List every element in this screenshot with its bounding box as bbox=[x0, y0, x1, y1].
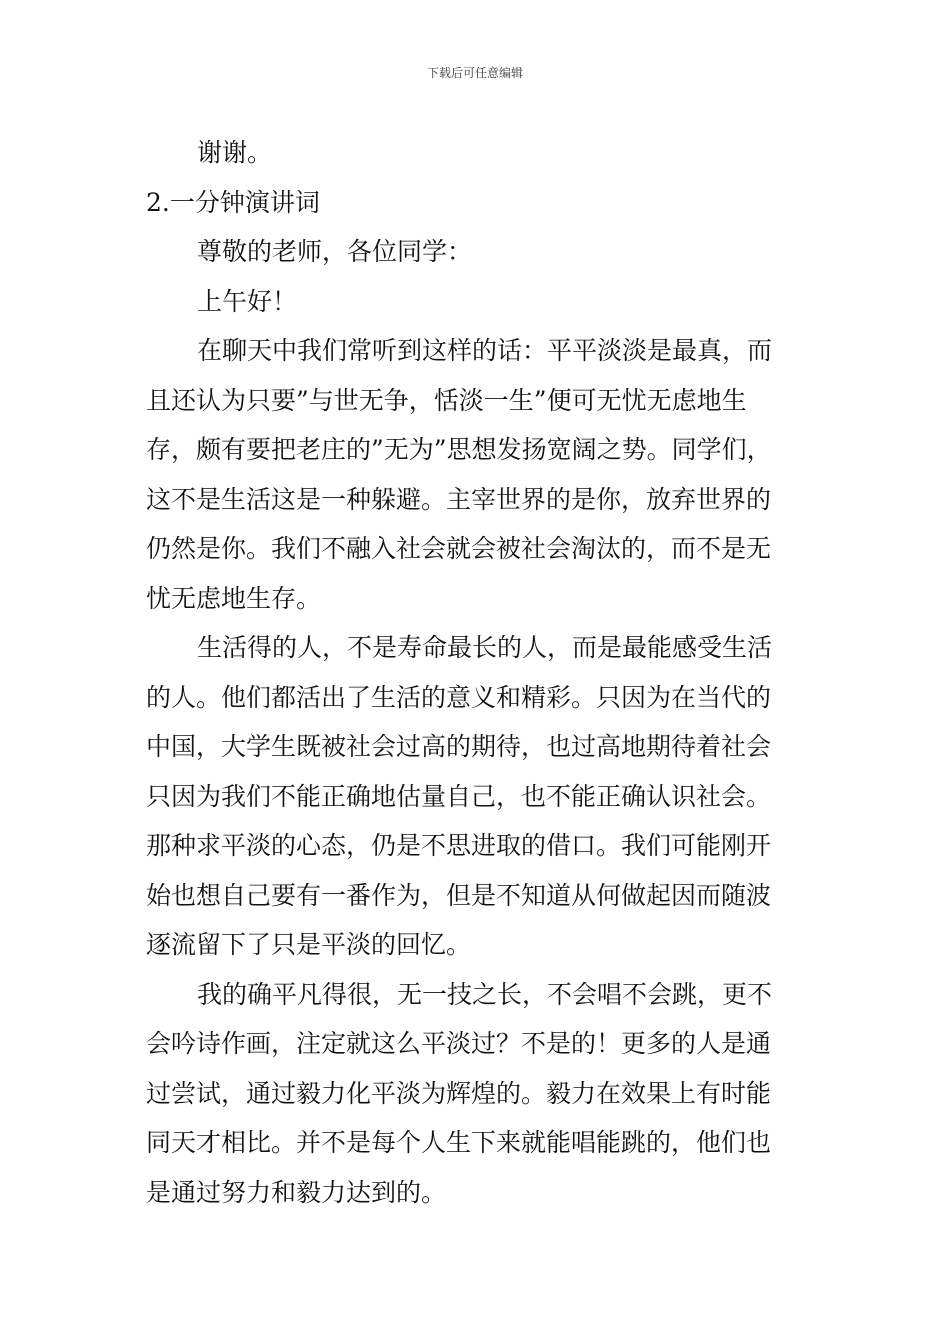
paragraph-3-line: 我的确平凡得很，无一技之长，不会唱不会跳，更不 bbox=[197, 979, 773, 1009]
paragraph-2-line: 生活得的人，不是寿命最长的人，而是最能感受生活 bbox=[197, 633, 773, 662]
paragraph-1-line: 存，颇有要把老庄的”无为”思想发扬宽阔之势。同学们， bbox=[146, 435, 772, 464]
paragraph-2-line: 中国，大学生既被社会过高的期待，也过高地期待着社会 bbox=[146, 732, 772, 761]
paragraph-3-line: 是通过努力和毅力达到的。 bbox=[146, 1177, 447, 1207]
page-header: 下载后可任意编辑 bbox=[426, 66, 523, 80]
paragraph-1-line: 忧无虑地生存。 bbox=[146, 583, 322, 613]
paragraph-2-line: 逐流留下了只是平淡的回忆。 bbox=[146, 930, 472, 959]
paragraph-2-line: 只因为我们不能正确地估量自己，也不能正确认识社会。 bbox=[146, 781, 772, 811]
paragraph-1-line: 在聊天中我们常听到这样的话：平平淡淡是最真，而 bbox=[197, 336, 773, 365]
paragraph-2-line: 那种求平淡的心态，仍是不思进取的借口。我们可能刚开 bbox=[146, 831, 772, 860]
paragraph-3-line: 会吟诗作画，注定就这么平淡过？不是的！更多的人是通 bbox=[146, 1029, 772, 1058]
paragraph-1-line: 仍然是你。我们不融入社会就会被社会淘汰的，而不是无 bbox=[146, 534, 772, 563]
paragraph-2-line: 的人。他们都活出了生活的意义和精彩。只因为在当代的 bbox=[146, 682, 772, 712]
paragraph-1-line: 这不是生活这是一种躲避。主宰世界的是你，放弃世界的 bbox=[146, 484, 772, 514]
paragraph-3-line: 过尝试，通过毅力化平淡为辉煌的。毅力在效果上有时能 bbox=[146, 1078, 772, 1108]
closing-line: 谢谢。 bbox=[197, 138, 273, 167]
greeting: 上午好！ bbox=[197, 286, 298, 316]
paragraph-2-line: 始也想自己要有一番作为，但是不知道从何做起因而随波 bbox=[146, 880, 772, 910]
section-heading: 2.一分钟演讲词 bbox=[146, 187, 320, 217]
paragraph-3-line: 同天才相比。并不是每个人生下来就能唱能跳的，他们也 bbox=[146, 1128, 772, 1157]
salutation: 尊敬的老师，各位同学： bbox=[197, 237, 473, 266]
paragraph-1-line: 且还认为只要”与世无争，恬淡一生”便可无忧无虑地生 bbox=[146, 385, 747, 415]
document-body bbox=[146, 128, 814, 1217]
